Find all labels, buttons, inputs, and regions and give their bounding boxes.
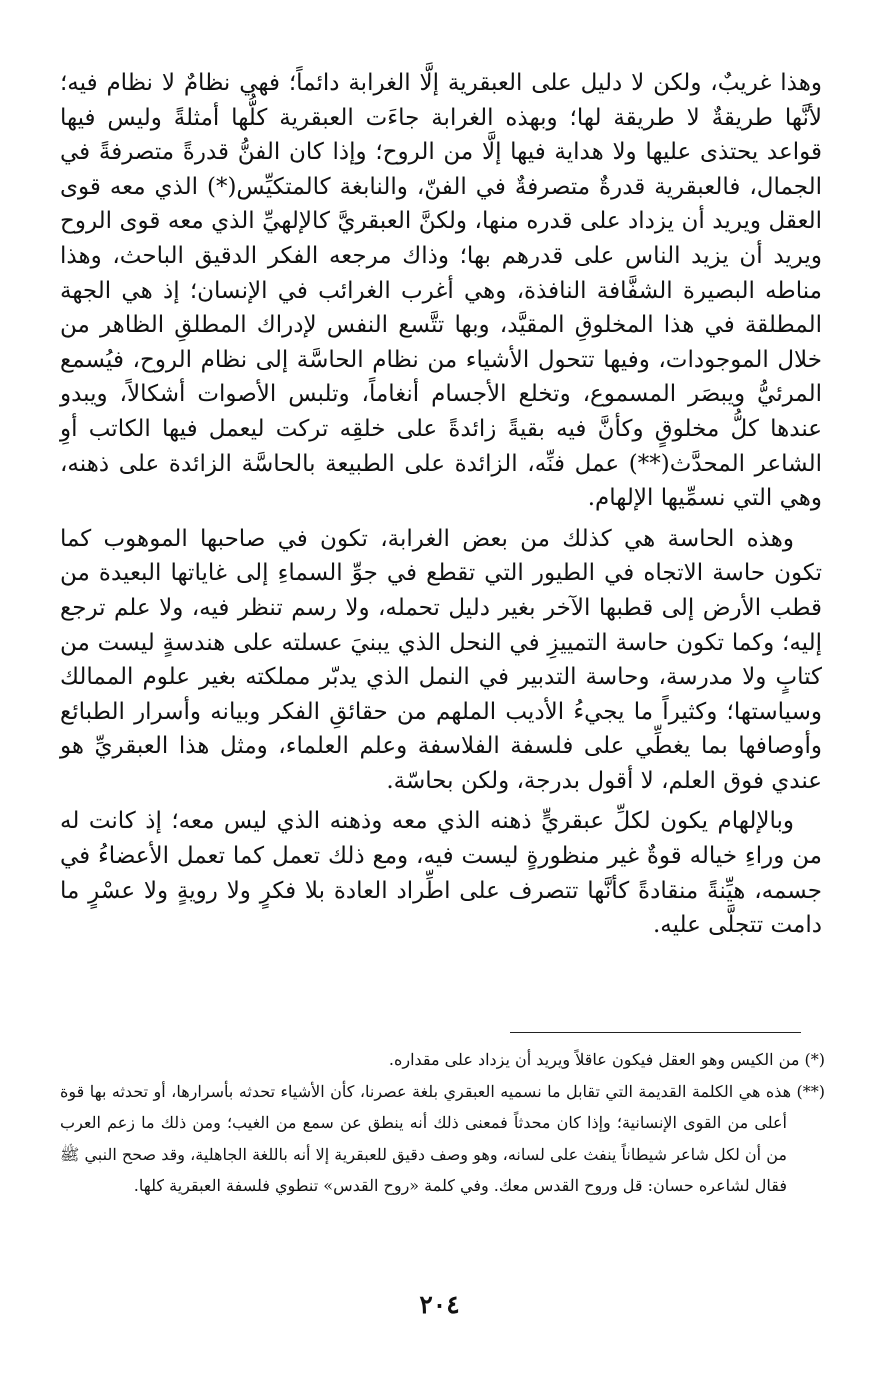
- page-number: ٢٠٤: [419, 1290, 460, 1319]
- footnote-2: (**) هذه هي الكلمة القديمة التي تقابل ما نسميه العبقري بلغة عصرنا، كأن الأشياء تحدثه بأسرارها، أو تحدثه بها قوة أعلى من القوى الإنسانية؛ وإذا كان محدثاً فمعنى ذلك أنه ينطق عن سمع من الغيب؛ ومن ذلك ما زعم العرب من أن لكل شاعر شيطاناً ينفث على لسانه، وهو وصف دقيق للعبقرية إلا أنه باللغة الجاهلية، وقد صحح النبي ﷺ فقال لشاعره حسان: قل وروح القدس معك. وفي كلمة «روح القدس» تنطوي فلسفة العبقرية كلها.: [60, 1081, 826, 1195]
- main-text: [60, 66, 822, 943]
- footnote-1: (*) من الكيس وهو العقل فيكون عاقلاً ويريد أن يزداد على مقداره.: [388, 1050, 825, 1069]
- footnote-separator: [510, 1032, 801, 1033]
- paragraph-3: وبالإلهام يكون لكلِّ عبقريٍّ ذهنه الذي معه وذهنه الذي ليس معه؛ إذ كانت له من وراءِ خياله قوةٌ غير منظورةٍ ليست فيه، ومع ذلك تعمل كما تعمل الأعضاءُ في جسمه، هيِّنةً منقادةً كأنَّها تتصرف على اطِّراد العادة بلا فكرٍ ولا رويةٍ ولا عسْرٍ ما دامت تتجلَّى عليه.: [60, 808, 822, 939]
- paragraph-1: وهذا غريبٌ، ولكن لا دليل على العبقرية إلَّا الغرابة دائماً؛ فهي نظامٌ لا نظام فيه؛ لأنَّها طريقةٌ لا طريقة لها؛ وبهذه الغرابة جاءَت العبقرية كلُّها أمثلةً وليس فيها قواعد يحتذى عليها ولا هداية فيها إلَّا من الروح؛ وإذا كان الفنُّ قدرةً متصرفةً في الجمال، فالعبقرية قدرةٌ متصرفةٌ في الفنّ، والنابغة كالمتكيِّس(*) الذي معه قوى العقل ويريد أن يزداد على قدره منها، ولكنَّ العبقريَّ كالإلهيِّ الذي معه قوى الروح ويريد أن يزيد الناس على قدرهم بها؛ وذاك مرجعه الفكر الدقيق الباحث، وهذا مناطه البصيرة الشفَّافة النافذة، وهي أغرب الغرائب في الإنسان؛ إذ هي الجهة المطلقة في هذا المخلوقِ المقيَّد، وبها تتَّسع النفس لإدراك المطلقِ الظاهر من خلال الموجودات، وفيها تتحول الأشياء من نظام الحاسَّة إلى نظام الروح، فيُسمع المرئيُّ ويبصَر المسموع، وتخلع الأجسام أنغاماً، وتلبس الأصوات أشكالاً، ويبدو عندها كلُّ مخلوقٍ وكأنَّ فيه بقيةً زائدةً على خلقِه تركت ليعمل فيها الكاتب أوِ الشاعر المحدَّث(**) عمل فنِّه، الزائدة على الطبيعة بالحاسَّة الزائدة على ذهنه، وهي التي نسمِّيها الإلهام.: [60, 70, 822, 512]
- paragraph-2: وهذه الحاسة هي كذلك من بعض الغرابة، تكون في صاحبها الموهوب كما تكون حاسة الاتجاه في الطيور التي تقطع في جوِّ السماءِ إلى غاياتها البعيدة من قطب الأرض إلى قطبها الآخر بغير دليل تحمله، ولا رسم تنظر فيه، ولا علم ترجع إليه؛ وكما تكون حاسة التمييزِ في النحل الذي يبنيَ عسلته على هندسةٍ ليست من كتابٍ ولا مدرسة، وحاسة التدبير في النمل الذي يدبّر مملكته بغير علوم الممالك وسياستها؛ وكثيراً ما يجيءُ الأديب الملهم من حقائقِ الفكر وبيانه وأسرار الطبائع وأوصافها بما يغطِّي على فلسفة الفلاسفة وعلم العلماء، ومثل هذا العبقريِّ هو عندي فوق العلم، لا أقول بدرجة، ولكن بحاسّة.: [60, 525, 822, 794]
- footnotes: [60, 1044, 825, 1202]
